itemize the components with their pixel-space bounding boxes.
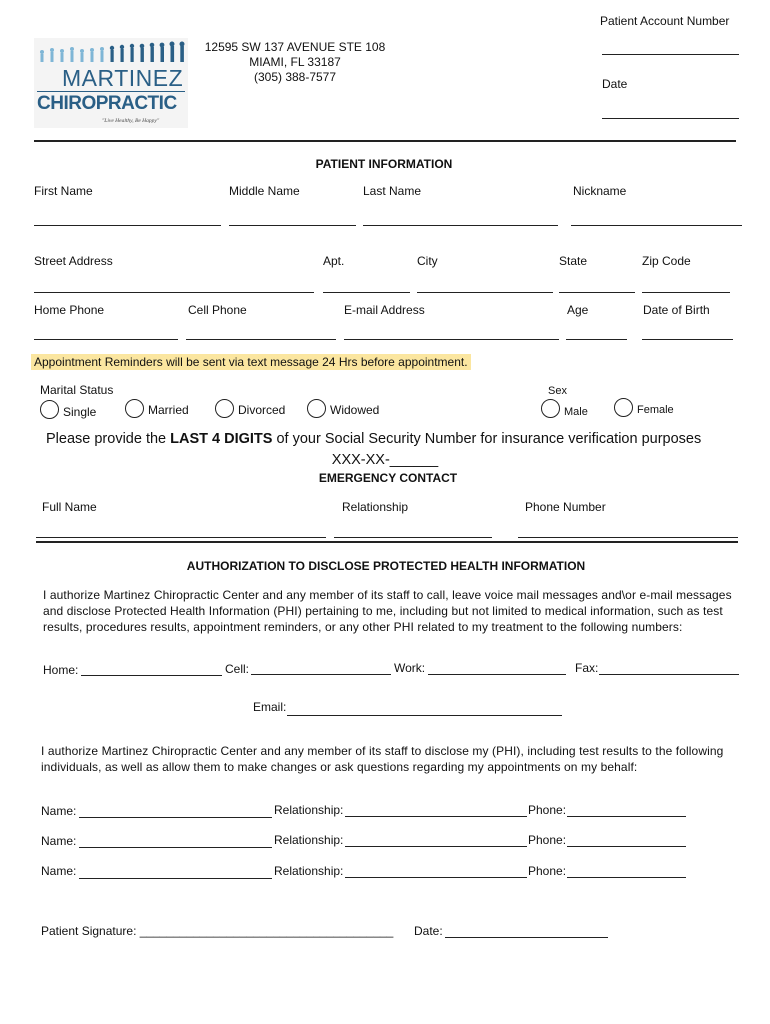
- divorced-radio[interactable]: [215, 399, 234, 418]
- age-label: Age: [567, 303, 589, 317]
- individual-1-relationship-field[interactable]: [345, 816, 527, 817]
- individual-1-name-label: Name:: [41, 804, 77, 818]
- reminder-note: Appointment Reminders will be sent via text message 24 Hrs before appointment.: [31, 354, 471, 370]
- zip-label: Zip Code: [642, 254, 691, 268]
- authorization-paragraph-2-line-2: individuals, as well as allow them to make changes or ask questions regarding my appointments on my behalf:: [41, 760, 638, 774]
- nickname-label: Nickname: [573, 184, 627, 198]
- practice-phone: (305) 388-7577: [253, 70, 337, 84]
- age-field[interactable]: [566, 339, 627, 340]
- logo-tagline: "Live Healthy, Be Happy": [102, 118, 160, 124]
- auth-fax-label: Fax:: [575, 661, 599, 675]
- city-label: City: [417, 254, 438, 268]
- individual-2-name-label: Name:: [41, 834, 77, 848]
- individual-2-phone-field[interactable]: [567, 846, 686, 847]
- auth-fax-field[interactable]: [599, 674, 739, 675]
- home-phone-label: Home Phone: [34, 303, 105, 317]
- single-option-label: Single: [63, 405, 97, 419]
- sex-label: Sex: [548, 385, 567, 397]
- individual-3-phone-field[interactable]: [567, 877, 686, 878]
- individual-3-relationship-label: Relationship:: [274, 864, 344, 878]
- emergency-phone-label: Phone Number: [525, 500, 606, 514]
- ssn-instruction-suffix: of your Social Security Number for insurance verification purposes: [272, 431, 702, 447]
- ssn-instruction-prefix: Please provide the: [46, 431, 171, 447]
- individual-3-relationship-field[interactable]: [345, 877, 527, 878]
- single-radio[interactable]: [40, 400, 59, 419]
- cell-phone-label: Cell Phone: [188, 303, 247, 317]
- ssn-format: XXX-XX-______: [331, 452, 439, 468]
- individual-3-phone-label: Phone:: [528, 864, 567, 878]
- auth-work-field[interactable]: [428, 674, 566, 675]
- individual-3-name-field[interactable]: [79, 878, 272, 879]
- auth-home-label: Home:: [43, 663, 79, 677]
- widowed-radio[interactable]: [307, 399, 326, 418]
- auth-home-field[interactable]: [81, 675, 222, 676]
- emergency-full-name-label: Full Name: [42, 500, 97, 514]
- female-radio[interactable]: [614, 398, 633, 417]
- authorization-paragraph-1-line-3: results, procedures results, appointment reminders, or any other PHI related to my treatment to the following numbers:: [43, 620, 683, 634]
- emergency-relationship-label: Relationship: [342, 500, 409, 514]
- first-name-label: First Name: [34, 184, 93, 198]
- logo-line-1: MARTINEZ: [62, 65, 184, 91]
- header-date-label: Date: [602, 77, 628, 91]
- city-field[interactable]: [417, 292, 553, 293]
- cell-phone-field[interactable]: [186, 339, 336, 340]
- signature-date-label: Date:: [414, 924, 443, 938]
- apt-field[interactable]: [323, 292, 410, 293]
- auth-cell-field[interactable]: [251, 674, 391, 675]
- individual-2-relationship-label: Relationship:: [274, 833, 344, 847]
- dob-label: Date of Birth: [643, 303, 710, 317]
- header-date-field[interactable]: [602, 118, 739, 119]
- patient-account-field[interactable]: [602, 54, 739, 55]
- logo-line-2: CHIROPRACTIC: [37, 93, 177, 114]
- individual-3-name-label: Name:: [41, 864, 77, 878]
- patient-account-label: Patient Account Number: [600, 14, 730, 28]
- emergency-phone-field[interactable]: [518, 537, 738, 538]
- marital-status-label: Marital Status: [40, 383, 114, 397]
- authorization-paragraph-2-line-1: I authorize Martinez Chiropractic Center and any member of its staff to disclose my (PHI), including test results to the following: [41, 744, 724, 758]
- married-option-label: Married: [148, 403, 189, 417]
- ssn-instruction: [46, 431, 701, 448]
- last-name-field[interactable]: [363, 225, 558, 226]
- individual-1-name-field[interactable]: [79, 817, 272, 818]
- auth-work-label: Work:: [394, 661, 426, 675]
- emergency-title: EMERGENCY CONTACT: [318, 471, 458, 485]
- apt-label: Apt.: [323, 254, 345, 268]
- individual-2-relationship-field[interactable]: [345, 846, 527, 847]
- street-address-label: Street Address: [34, 254, 113, 268]
- people-silhouettes-icon: [34, 38, 188, 68]
- home-phone-field[interactable]: [34, 339, 178, 340]
- ssn-instruction-emphasis: LAST 4 DIGITS: [170, 431, 273, 447]
- auth-email-field[interactable]: [287, 715, 562, 716]
- nickname-field[interactable]: [571, 225, 742, 226]
- zip-field[interactable]: [642, 292, 730, 293]
- address-line-2: MIAMI, FL 33187: [249, 55, 341, 69]
- middle-name-label: Middle Name: [229, 184, 300, 198]
- female-option-label: Female: [637, 404, 674, 416]
- individual-2-phone-label: Phone:: [528, 833, 567, 847]
- email-label: E-mail Address: [344, 303, 425, 317]
- address-line-1: 12595 SW 137 AVENUE STE 108: [204, 40, 386, 54]
- email-field[interactable]: [344, 339, 559, 340]
- state-field[interactable]: [559, 292, 635, 293]
- last-name-label: Last Name: [363, 184, 422, 198]
- dob-field[interactable]: [642, 339, 733, 340]
- individual-1-relationship-label: Relationship:: [274, 803, 344, 817]
- header-divider: [34, 140, 736, 142]
- male-radio[interactable]: [541, 399, 560, 418]
- practice-logo: [34, 38, 188, 128]
- individual-1-phone-label: Phone:: [528, 803, 567, 817]
- male-option-label: Male: [564, 406, 588, 418]
- authorization-paragraph-1-line-1: I authorize Martinez Chiropractic Center and any member of its staff to call, leave voice mail messages and\or e-mail messages: [43, 588, 732, 602]
- divorced-option-label: Divorced: [238, 403, 286, 417]
- emergency-relationship-field[interactable]: [334, 537, 492, 538]
- patient-info-title: PATIENT INFORMATION: [315, 157, 453, 171]
- street-address-field[interactable]: [34, 292, 314, 293]
- authorization-title: AUTHORIZATION TO DISCLOSE PROTECTED HEALTH INFORMATION: [186, 559, 586, 573]
- widowed-option-label: Widowed: [330, 403, 380, 417]
- married-radio[interactable]: [125, 399, 144, 418]
- individual-1-phone-field[interactable]: [567, 816, 686, 817]
- auth-email-label: Email:: [253, 700, 287, 714]
- signature-date-field[interactable]: [445, 937, 608, 938]
- authorization-paragraph-1-line-2: and disclose Protected Health Information (PHI) pertaining to me, including but not limited to medical information, such as test: [43, 604, 723, 618]
- state-label: State: [559, 254, 588, 268]
- emergency-full-name-field[interactable]: [36, 537, 326, 538]
- individual-2-name-field[interactable]: [79, 847, 272, 848]
- patient-signature-field[interactable]: Patient Signature: ______________________________________: [41, 924, 394, 938]
- middle-name-field[interactable]: [229, 225, 356, 226]
- emergency-divider: [36, 541, 738, 543]
- auth-cell-label: Cell:: [225, 662, 250, 676]
- first-name-field[interactable]: [34, 225, 221, 226]
